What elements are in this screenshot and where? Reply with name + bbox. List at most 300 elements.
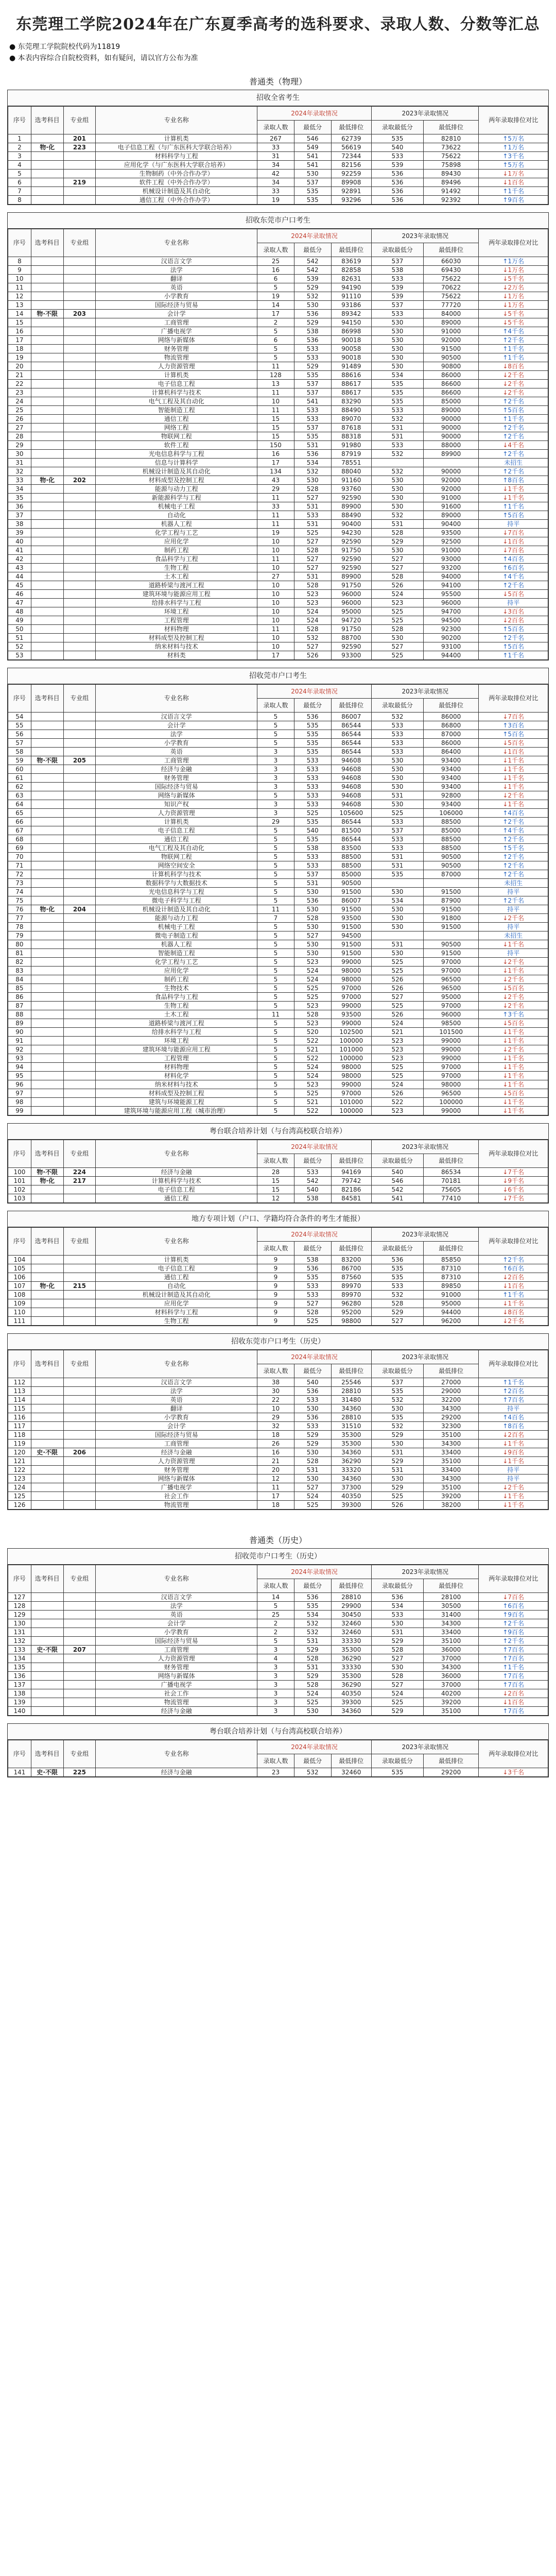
cell-subject: 史·不限 (31, 1768, 63, 1777)
cell-major: 汉语言文学 (96, 1593, 257, 1602)
cell-rank-2023: 96000 (423, 1010, 479, 1019)
table-row (8, 1602, 548, 1611)
cell-min-rank: 35300 (331, 1439, 371, 1448)
cell-min-rank: 62739 (331, 134, 371, 143)
cell-subject (31, 564, 63, 572)
cell-major: 化学工程与工艺 (96, 529, 257, 537)
cell-rank-2023: 90000 (423, 467, 479, 476)
cell-seq: 115 (8, 1404, 31, 1413)
cell-min-score: 529 (294, 362, 331, 371)
header-group: 专业组 (63, 1565, 96, 1593)
cell-major: 光电信息科学与工程 (96, 450, 257, 459)
cell-major: 经济与金融 (96, 1168, 257, 1177)
cell-min-score: 528 (294, 1654, 331, 1663)
cell-major: 机械设计制造及其自动化 (96, 905, 257, 914)
cell-min-rank: 89342 (331, 310, 371, 318)
cell-subject (31, 1107, 63, 1115)
cell-major: 网络工程 (96, 423, 257, 432)
cell-seq: 99 (8, 1107, 31, 1115)
header-score-2023: 录取最低分 (371, 243, 423, 257)
cell-group (63, 931, 96, 940)
cell-rank-2023: 39200 (423, 1698, 479, 1707)
cell-compare: ↓1千名 (479, 783, 548, 791)
cell-compare: 未招生 (479, 931, 548, 940)
cell-score-2023: 533 (371, 844, 423, 853)
cell-score-2023: 530 (371, 1404, 423, 1413)
cell-group (63, 1194, 96, 1203)
cell-score-2023: 538 (371, 266, 423, 275)
cell-group (63, 345, 96, 353)
table-row (8, 1098, 548, 1107)
cell-compare: ↓2百名 (479, 1689, 548, 1698)
cell-subject (31, 1628, 63, 1637)
cell-seq: 139 (8, 1698, 31, 1707)
table-row (8, 984, 548, 993)
cell-major: 英语 (96, 748, 257, 756)
cell-subject (31, 958, 63, 967)
cell-min-rank: 85000 (331, 870, 371, 879)
cell-seq: 67 (8, 826, 31, 835)
cell-compare: ↑2千名 (479, 336, 548, 345)
header-2024: 2024年录取情况 (257, 1565, 372, 1579)
cell-compare: ↑5百名 (479, 730, 548, 739)
cell-subject (31, 546, 63, 555)
cell-group (63, 388, 96, 397)
cell-subject (31, 923, 63, 931)
header-2023: 2023年录取情况 (371, 1228, 478, 1242)
cell-min-rank: 94169 (331, 1168, 371, 1177)
cell-group (63, 1663, 96, 1672)
group-title: 招收莞市户口考生 (8, 668, 548, 684)
cell-count: 134 (257, 467, 294, 476)
cell-min-score: 528 (294, 485, 331, 494)
cell-major: 建筑环境与能源应用工程 (96, 590, 257, 599)
cell-rank-2023: 90500 (423, 940, 479, 949)
header-count: 录取人数 (257, 121, 294, 134)
cell-compare: 持平 (479, 520, 548, 529)
table-row (8, 1037, 548, 1045)
cell-seq: 94 (8, 1063, 31, 1072)
cell-seq: 12 (8, 292, 31, 301)
table-row (8, 765, 548, 774)
cell-min-score: 530 (294, 949, 331, 958)
cell-min-score: 538 (294, 1194, 331, 1203)
cell-major: 材料化学 (96, 1072, 257, 1080)
cell-rank-2023: 82810 (423, 134, 479, 143)
cell-seq: 95 (8, 1072, 31, 1080)
cell-rank-2023: 34300 (423, 1475, 479, 1483)
cell-seq: 25 (8, 406, 31, 415)
cell-count: 10 (257, 397, 294, 406)
cell-score-2023: 530 (371, 327, 423, 336)
cell-compare: 持平 (479, 923, 548, 931)
admission-table (8, 229, 548, 660)
cell-group (63, 187, 96, 196)
cell-subject: 物·化 (31, 476, 63, 485)
cell-min-rank: 86544 (331, 835, 371, 844)
cell-major: 法学 (96, 266, 257, 275)
cell-compare: ↓5千名 (479, 310, 548, 318)
cell-compare: ↑3百名 (479, 721, 548, 730)
cell-min-rank: 30450 (331, 1611, 371, 1619)
cell-score-2023: 531 (371, 791, 423, 800)
cell-group (63, 993, 96, 1002)
cell-min-rank: 89900 (331, 502, 371, 511)
cell-major: 网络空间安全 (96, 861, 257, 870)
cell-major: 小学教育 (96, 739, 257, 748)
cell-count: 7 (257, 914, 294, 923)
cell-min-rank: 95200 (331, 1308, 371, 1317)
cell-score-2023: 535 (371, 1264, 423, 1273)
cell-rank-2023 (423, 459, 479, 467)
cell-score-2023: 528 (371, 529, 423, 537)
cell-score-2023: 531 (371, 853, 423, 861)
cell-group (63, 1637, 96, 1646)
cell-seq: 81 (8, 949, 31, 958)
cell-count: 5 (257, 1019, 294, 1028)
cell-compare: 持平 (479, 1475, 548, 1483)
table-row (8, 1019, 548, 1028)
cell-compare: ↓1千名 (479, 1072, 548, 1080)
cell-major: 知识产权 (96, 800, 257, 809)
cell-subject (31, 739, 63, 748)
cell-score-2023: 532 (371, 1291, 423, 1299)
table-row (8, 914, 548, 923)
page-title: 东莞理工学院2024年在广东夏季高考的选科要求、录取人数、分数等汇总 (16, 15, 540, 33)
cell-min-rank: 32460 (331, 1628, 371, 1637)
cell-compare: ↓1千名 (479, 1054, 548, 1063)
cell-compare: ↑7百名 (479, 1396, 548, 1404)
cell-min-score: 542 (294, 257, 331, 266)
cell-major: 财务管理 (96, 1663, 257, 1672)
cell-min-rank: 98800 (331, 1317, 371, 1326)
cell-subject (31, 853, 63, 861)
cell-major: 新能源科学与工程 (96, 494, 257, 502)
cell-major: 给排水科学与工程 (96, 599, 257, 607)
cell-seq: 133 (8, 1646, 31, 1654)
table-row (8, 739, 548, 748)
cell-subject (31, 1619, 63, 1628)
cell-min-score: 530 (294, 301, 331, 310)
cell-min-rank: 81500 (331, 826, 371, 835)
cell-count: 5 (257, 958, 294, 967)
cell-count: 34 (257, 178, 294, 187)
cell-count: 5 (257, 835, 294, 844)
cell-min-score: 523 (294, 1019, 331, 1028)
table-row (8, 170, 548, 178)
cell-seq: 141 (8, 1768, 31, 1777)
cell-score-2023: 533 (371, 441, 423, 450)
cell-group (63, 861, 96, 870)
cell-compare: ↓6千名 (479, 1185, 548, 1194)
cell-compare: ↓7千名 (479, 1168, 548, 1177)
cell-subject (31, 1689, 63, 1698)
cell-rank-2023: 33400 (423, 1466, 479, 1475)
cell-group (63, 1264, 96, 1273)
cell-min-score: 520 (294, 1028, 331, 1037)
cell-count: 23 (257, 1768, 294, 1777)
cell-count: 10 (257, 564, 294, 572)
cell-min-rank: 94190 (331, 283, 371, 292)
cell-compare: ↑1千名 (479, 502, 548, 511)
table-row (8, 266, 548, 275)
note-text: 本表内容综合自院校资料，如有疑问，请以官方公布为准 (18, 54, 198, 62)
cell-major: 生物技术 (96, 984, 257, 993)
admission-table (8, 1740, 548, 1777)
cell-min-score: 537 (294, 380, 331, 388)
cell-subject (31, 1010, 63, 1019)
cell-score-2023: 536 (371, 170, 423, 178)
cell-group (63, 1413, 96, 1422)
cell-min-rank: 34360 (331, 1707, 371, 1716)
cell-min-rank: 86544 (331, 730, 371, 739)
table-row (8, 292, 548, 301)
cell-min-score: 538 (294, 327, 331, 336)
cell-major: 社会工作 (96, 1689, 257, 1698)
cell-seq: 4 (8, 161, 31, 170)
cell-major: 电子信息工程 (96, 380, 257, 388)
cell-major: 材料成型及控制工程 (96, 476, 257, 485)
cell-score-2023: 530 (371, 800, 423, 809)
cell-seq: 52 (8, 642, 31, 651)
header-min-score: 最低分 (294, 699, 331, 713)
cell-rank-2023: 77720 (423, 301, 479, 310)
table-row (8, 1054, 548, 1063)
cell-min-rank: 102500 (331, 1028, 371, 1037)
cell-subject (31, 861, 63, 870)
table-row (8, 1628, 548, 1637)
cell-major: 人力资源管理 (96, 1457, 257, 1466)
cell-rank-2023: 85850 (423, 1256, 479, 1264)
cell-seq: 46 (8, 590, 31, 599)
cell-major: 工商管理 (96, 318, 257, 327)
cell-min-score: 527 (294, 564, 331, 572)
cell-compare: ↓1千名 (479, 1299, 548, 1308)
cell-major: 智能制造工程 (96, 406, 257, 415)
cell-group (63, 362, 96, 371)
note-code: ● 东莞理工学院院校代码为11819 (9, 43, 120, 51)
cell-subject (31, 537, 63, 546)
cell-major: 人力资源管理 (96, 362, 257, 371)
table-row (8, 353, 548, 362)
cell-compare: ↑1万名 (479, 143, 548, 152)
cell-seq: 2 (8, 143, 31, 152)
cell-seq: 93 (8, 1054, 31, 1063)
cell-group (63, 1072, 96, 1080)
cell-count: 128 (257, 371, 294, 380)
cell-major: 网络与新媒体 (96, 1672, 257, 1681)
cell-min-rank: 31480 (331, 1396, 371, 1404)
cell-count: 14 (257, 301, 294, 310)
cell-major: 物流管理 (96, 353, 257, 362)
cell-major: 财务管理 (96, 345, 257, 353)
cell-min-rank: 90500 (331, 879, 371, 888)
cell-rank-2023: 96500 (423, 1089, 479, 1098)
cell-count: 14 (257, 1593, 294, 1602)
cell-score-2023: 526 (371, 1501, 423, 1510)
cell-min-score: 530 (294, 476, 331, 485)
cell-major: 软件工程（中外合作办学） (96, 178, 257, 187)
cell-seq: 84 (8, 975, 31, 984)
cell-group: 224 (63, 1168, 96, 1177)
cell-count: 3 (257, 1672, 294, 1681)
cell-major: 化学工程与工艺 (96, 958, 257, 967)
cell-compare: ↑4千名 (479, 327, 548, 336)
cell-seq: 106 (8, 1273, 31, 1282)
cell-compare: ↓1百名 (479, 178, 548, 187)
table-row (8, 511, 548, 520)
cell-seq: 3 (8, 152, 31, 161)
cell-group (63, 870, 96, 879)
cell-score-2023: 539 (371, 283, 423, 292)
cell-count: 33 (257, 502, 294, 511)
cell-score-2023: 535 (371, 134, 423, 143)
cell-seq: 117 (8, 1422, 31, 1431)
cell-min-rank: 87560 (331, 1273, 371, 1282)
cell-subject (31, 502, 63, 511)
cell-compare: 未招生 (479, 879, 548, 888)
cell-min-score: 524 (294, 1072, 331, 1080)
cell-group (63, 406, 96, 415)
cell-seq: 47 (8, 599, 31, 607)
cell-count: 18 (257, 1431, 294, 1439)
cell-min-score: 529 (294, 1439, 331, 1448)
cell-count: 9 (257, 1299, 294, 1308)
header-min-rank: 最低排位 (331, 1754, 371, 1768)
cell-min-rank: 36290 (331, 1457, 371, 1466)
cell-subject: 史·不限 (31, 1646, 63, 1654)
cell-count: 9 (257, 1291, 294, 1299)
cell-score-2023: 523 (371, 1054, 423, 1063)
table-row (8, 1378, 548, 1387)
cell-seq: 11 (8, 283, 31, 292)
table-row (8, 564, 548, 572)
cell-subject (31, 1002, 63, 1010)
cell-subject (31, 152, 63, 161)
cell-major: 环境工程 (96, 607, 257, 616)
cell-subject (31, 634, 63, 642)
cell-compare: ↓4千名 (479, 441, 548, 450)
cell-min-score: 531 (294, 1466, 331, 1475)
cell-major: 机械电子工程 (96, 923, 257, 931)
cell-score-2023: 526 (371, 984, 423, 993)
table-row (8, 1002, 548, 1010)
cell-group (63, 835, 96, 844)
cell-count: 10 (257, 616, 294, 625)
cell-group (63, 441, 96, 450)
header-subject: 选考科目 (31, 685, 63, 713)
header-compare: 两年录取排位对比 (479, 1350, 548, 1378)
cell-min-rank: 94608 (331, 774, 371, 783)
cell-count: 5 (257, 1028, 294, 1037)
cell-compare: ↓5千名 (479, 275, 548, 283)
table-row (8, 1089, 548, 1098)
cell-count: 9 (257, 1308, 294, 1317)
header-min-score: 最低分 (294, 243, 331, 257)
cell-min-rank: 94608 (331, 800, 371, 809)
cell-rank-2023: 75622 (423, 292, 479, 301)
cell-compare: ↓8百名 (479, 1308, 548, 1317)
admission-group (7, 668, 549, 1116)
cell-count: 5 (257, 879, 294, 888)
cell-rank-2023: 89496 (423, 178, 479, 187)
cell-score-2023: 533 (371, 1282, 423, 1291)
cell-rank-2023: 35100 (423, 1457, 479, 1466)
cell-score-2023: 529 (371, 1707, 423, 1716)
cell-compare: ↓2千名 (479, 993, 548, 1002)
cell-min-rank: 94150 (331, 318, 371, 327)
cell-count: 9 (257, 1317, 294, 1326)
cell-rank-2023: 75605 (423, 1185, 479, 1194)
cell-seq: 74 (8, 888, 31, 896)
cell-count: 5 (257, 1037, 294, 1045)
cell-compare: ↓1千名 (479, 1037, 548, 1045)
cell-count: 15 (257, 1177, 294, 1185)
cell-major: 给排水科学与工程 (96, 1028, 257, 1037)
cell-min-score: 536 (294, 1387, 331, 1396)
table-row (8, 380, 548, 388)
table-row (8, 1080, 548, 1089)
cell-subject (31, 380, 63, 388)
table-row (8, 634, 548, 642)
cell-subject (31, 1593, 63, 1602)
cell-compare: ↑2千名 (479, 1637, 548, 1646)
cell-min-score: 530 (294, 1707, 331, 1716)
table-row (8, 459, 548, 467)
admission-group (7, 1211, 549, 1326)
cell-score-2023: 535 (371, 388, 423, 397)
cell-rank-2023: 100000 (423, 1098, 479, 1107)
cell-seq: 17 (8, 336, 31, 345)
cell-count: 13 (257, 380, 294, 388)
cell-compare: ↑2千名 (479, 853, 548, 861)
cell-major: 应用化学 (96, 537, 257, 546)
cell-subject (31, 713, 63, 721)
cell-subject (31, 1413, 63, 1422)
cell-group (63, 809, 96, 818)
cell-group (63, 1396, 96, 1404)
table-row (8, 467, 548, 476)
cell-major: 能源与动力工程 (96, 485, 257, 494)
cell-major: 汉语言文学 (96, 1378, 257, 1387)
cell-rank-2023: 40200 (423, 1689, 479, 1698)
cell-seq: 137 (8, 1681, 31, 1689)
cell-score-2023: 536 (371, 178, 423, 187)
cell-rank-2023: 37000 (423, 1654, 479, 1663)
cell-rank-2023: 86600 (423, 388, 479, 397)
cell-rank-2023: 97000 (423, 958, 479, 967)
table-row (8, 301, 548, 310)
table-row (8, 327, 548, 336)
cell-count: 32 (257, 1422, 294, 1431)
cell-rank-2023: 89430 (423, 170, 479, 178)
cell-score-2023: 530 (371, 756, 423, 765)
header-count: 录取人数 (257, 1754, 294, 1768)
cell-compare: ↑2千名 (479, 397, 548, 406)
cell-rank-2023: 90500 (423, 353, 479, 362)
cell-rank-2023: 95000 (423, 1299, 479, 1308)
cell-count: 11 (257, 511, 294, 520)
cell-group: 219 (63, 178, 96, 187)
cell-min-score: 523 (294, 1002, 331, 1010)
cell-rank-2023: 92000 (423, 476, 479, 485)
cell-group (63, 1089, 96, 1098)
cell-group (63, 1037, 96, 1045)
cell-compare: ↑6百名 (479, 1602, 548, 1611)
header-min-rank: 最低排位 (331, 1364, 371, 1378)
cell-group (63, 1299, 96, 1308)
header-major: 专业名称 (96, 107, 257, 134)
